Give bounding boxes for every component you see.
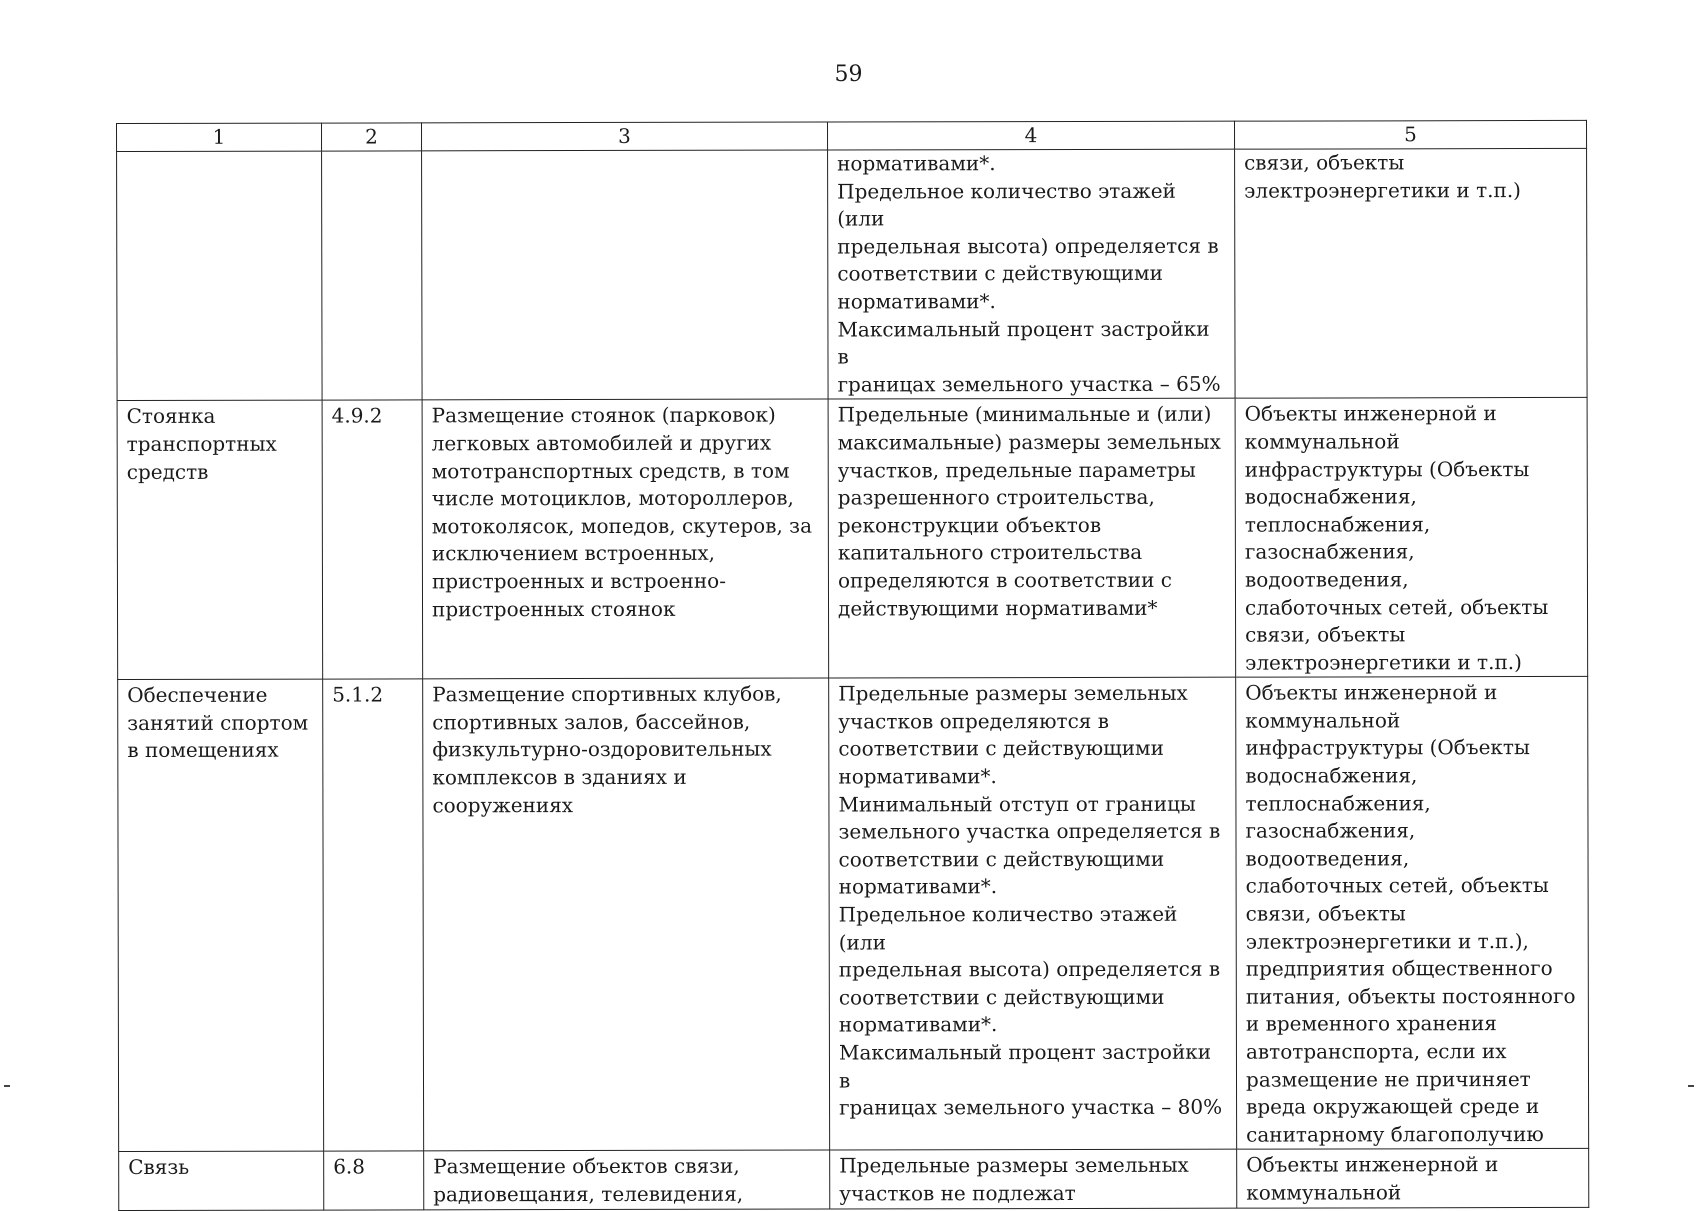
cell-use-description (422, 150, 829, 400)
cell-use-name: Обеспечение занятий спортом в помещениях (118, 679, 324, 1152)
cell-use-code: 4.9.2 (322, 400, 423, 679)
cell-permitted-objects: Объекты инженерной и коммунальной (1237, 1149, 1589, 1208)
cell-use-description: Размещение спортивных клубов, спортивных залов, бассейнов, физкультурно-оздоровительных комплексов в зданиях и сооружениях (423, 678, 830, 1151)
right-scan-mark (1688, 1085, 1694, 1087)
cell-use-code: 5.1.2 (323, 679, 424, 1151)
column-header-4: 4 (827, 121, 1234, 150)
left-scan-mark (4, 1085, 10, 1087)
cell-permitted-objects: Объекты инженерной и коммунальной инфраструктуры (Объекты водоснабжения, теплоснабжения, газоснабжения, водоотведения, слаботочных сетей, объекты связи, объекты электроэнергетики и т.п.), предприятия общественного питания, объекты постоянного и временного хранения автотранспорта, если их размещение не причиняет вреда окружающей среде и санитарному благополучию (1236, 677, 1589, 1150)
cell-use-description: Размещение объектов связи, радиовещания, телевидения, (424, 1150, 830, 1209)
page-number: 59 (834, 62, 863, 87)
cell-parameters: Предельные (минимальные и (или) максимальные) размеры земельных участков, предельные параметры разрешенного строительства, реконструкции объектов капитального строительства определяются в соответствии с действующими нормативами* (828, 399, 1236, 679)
column-header-2: 2 (322, 123, 422, 151)
cell-permitted-objects: связи, объекты электроэнергетики и т.п.) (1235, 148, 1588, 398)
column-header-1: 1 (117, 123, 322, 151)
table-row-indoor-sports (118, 677, 1589, 1152)
table-header-row (117, 120, 1587, 151)
cell-permitted-objects: Объекты инженерной и коммунальной инфраструктуры (Объекты водоснабжения, теплоснабжения, газоснабжения, водоотведения, слаботочных сетей, объекты связи, объекты электроэнергетики и т.п.) (1235, 398, 1588, 678)
cell-use-name: Стоянка транспортных средств (117, 400, 323, 679)
cell-use-name (117, 151, 323, 401)
cell-use-description: Размещение стоянок (парковок) легковых автомобилей и других мототранспортных средств, в том числе мотоциклов, мотороллеров, мотоколясок, мопедов, скутеров, за исключением встроенных, пристроенных и встроенно- пристроенных стоянок (422, 399, 829, 679)
cell-parameters: Предельные размеры земельных участков определяются в соответствии с действующими нормативами*. Минимальный отступ от границы земельного участка определяется в соответствии с действующими нормативами*. Предельное количество этажей (или предельная высота) определяется в соответствии с действующими нормативами*. Максимальный процент застройки в границах земельного участка – 80% (829, 677, 1237, 1150)
cell-parameters: нормативами*. Предельное количество этажей (или предельная высота) определяется в соответствии с действующими нормативами*. Максимальный процент застройки в границах земельного участка – 65% (828, 149, 1236, 399)
column-header-3: 3 (422, 122, 828, 151)
column-header-5: 5 (1234, 120, 1586, 149)
cell-use-code (322, 151, 423, 401)
cell-parameters: Предельные размеры земельных участков не подлежат (830, 1150, 1237, 1209)
table-row-communications (119, 1149, 1589, 1210)
table-row-continuation (117, 148, 1588, 400)
table-row-parking (117, 398, 1588, 680)
land-use-table (116, 120, 1589, 1211)
cell-use-name: Связь (119, 1151, 324, 1210)
cell-use-code: 6.8 (324, 1151, 424, 1209)
